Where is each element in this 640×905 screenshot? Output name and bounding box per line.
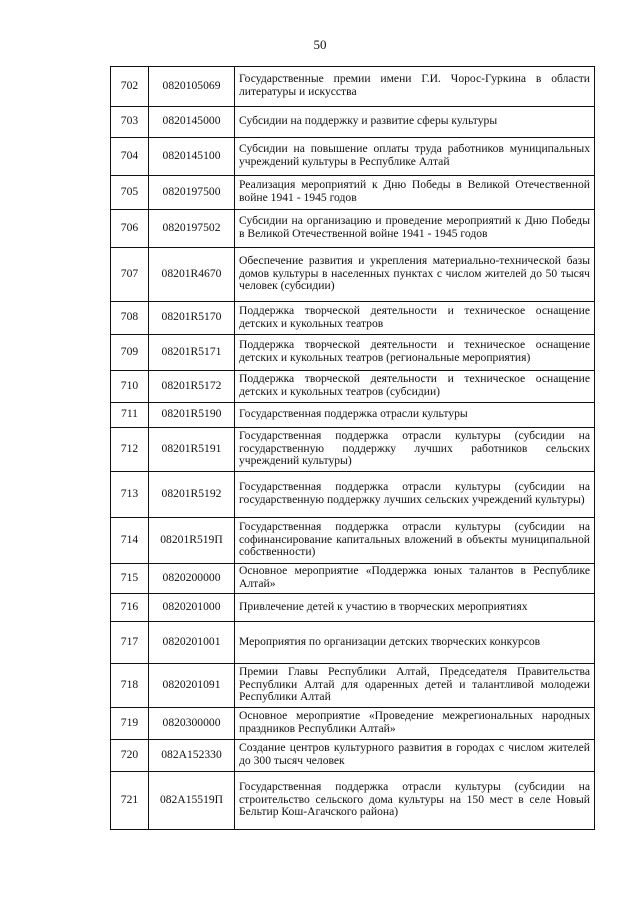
- page-number: 50: [313, 37, 327, 52]
- row-description: Привлечение детей к участию в творческих мероприятиях: [235, 594, 595, 622]
- table-row: [111, 428, 595, 472]
- row-number: 711: [111, 403, 149, 428]
- row-description: Поддержка творческой деятельности и техническое оснащение детских и кукольных театров (региональные мероприятия): [235, 335, 595, 371]
- row-description: Мероприятия по организации детских творческих конкурсов: [235, 622, 595, 664]
- table-row: [111, 472, 595, 518]
- table-row: [111, 772, 595, 830]
- row-description: Премии Главы Республики Алтай, Председателя Правительства Республики Алтай для одаренных детей и талантливой молодежи Республики Алтай: [235, 664, 595, 708]
- row-description: Основное мероприятие «Проведение межрегиональных народных праздников Республики Алтай»: [235, 708, 595, 740]
- row-number: 715: [111, 564, 149, 594]
- row-code: 08201R5190: [149, 403, 235, 428]
- row-code: 0820200000: [149, 564, 235, 594]
- table-row: [111, 302, 595, 335]
- row-description: Государственная поддержка отрасли культуры (субсидии на софинансирование капитальных вложений в объекты муниципальной собственности): [235, 518, 595, 564]
- row-description: Государственная поддержка отрасли культуры (субсидии на государственную поддержку лучших сельских учреждений культуры): [235, 472, 595, 518]
- row-code: 08201R519П: [149, 518, 235, 564]
- row-code: 0820145000: [149, 107, 235, 138]
- row-description: Государственные премии имени Г.И. Чорос-Гуркина в области литературы и искусства: [235, 67, 595, 107]
- row-number: 704: [111, 138, 149, 176]
- row-description: Субсидии на поддержку и развитие сферы культуры: [235, 107, 595, 138]
- row-number: 702: [111, 67, 149, 107]
- table-row: [111, 67, 595, 107]
- row-code: 082A15519П: [149, 772, 235, 830]
- row-number: 719: [111, 708, 149, 740]
- row-number: 703: [111, 107, 149, 138]
- row-code: 0820201091: [149, 664, 235, 708]
- row-code: 0820145100: [149, 138, 235, 176]
- row-number: 706: [111, 210, 149, 248]
- row-number: 705: [111, 176, 149, 210]
- row-description: Поддержка творческой деятельности и техническое оснащение детских и кукольных театров (субсидии): [235, 371, 595, 403]
- row-description: Государственная поддержка отрасли культуры: [235, 403, 595, 428]
- table-row: [111, 622, 595, 664]
- row-number: 714: [111, 518, 149, 564]
- row-description: Государственная поддержка отрасли культуры (субсидии на строительство сельского дома культуры на 150 мест в селе Новый Бельтир Кош-Агачского района): [235, 772, 595, 830]
- row-number: 708: [111, 302, 149, 335]
- row-number: 712: [111, 428, 149, 472]
- row-number: 707: [111, 248, 149, 302]
- row-code: 0820197500: [149, 176, 235, 210]
- row-code: 0820300000: [149, 708, 235, 740]
- row-description: Субсидии на организацию и проведение мероприятий к Дню Победы в Великой Отечественной войне 1941 - 1945 годов: [235, 210, 595, 248]
- row-code: 082A152330: [149, 740, 235, 772]
- table-row: [111, 138, 595, 176]
- row-code: 0820105069: [149, 67, 235, 107]
- row-description: Основное мероприятие «Поддержка юных талантов в Республике Алтай»: [235, 564, 595, 594]
- row-description: Государственная поддержка отрасли культуры (субсидии на государственную поддержку лучших работников сельских учреждений культуры): [235, 428, 595, 472]
- row-description: Поддержка творческой деятельности и техническое оснащение детских и кукольных театров: [235, 302, 595, 335]
- table-row: [111, 740, 595, 772]
- table-row: [111, 708, 595, 740]
- row-code: 08201R5170: [149, 302, 235, 335]
- table-row: [111, 371, 595, 403]
- row-number: 720: [111, 740, 149, 772]
- table-row: [111, 335, 595, 371]
- row-number: 713: [111, 472, 149, 518]
- row-description: Реализация мероприятий к Дню Победы в Великой Отечественной войне 1941 - 1945 годов: [235, 176, 595, 210]
- table-row: [111, 664, 595, 708]
- row-number: 716: [111, 594, 149, 622]
- table-row: [111, 403, 595, 428]
- row-code: 08201R5171: [149, 335, 235, 371]
- row-description: Создание центров культурного развития в городах с числом жителей до 300 тысяч человек: [235, 740, 595, 772]
- row-number: 718: [111, 664, 149, 708]
- table-row: [111, 176, 595, 210]
- row-description: Обеспечение развития и укрепления материально-технической базы домов культуры в населенных пунктах с числом жителей до 50 тысяч человек (субсидии): [235, 248, 595, 302]
- row-number: 721: [111, 772, 149, 830]
- table-body: [111, 67, 595, 830]
- table-row: [111, 518, 595, 564]
- row-code: 0820197502: [149, 210, 235, 248]
- row-description: Субсидии на повышение оплаты труда работников муниципальных учреждений культуры в Республике Алтай: [235, 138, 595, 176]
- row-number: 709: [111, 335, 149, 371]
- table-row: [111, 248, 595, 302]
- table-row: [111, 594, 595, 622]
- row-number: 717: [111, 622, 149, 664]
- table-row: [111, 107, 595, 138]
- row-code: 0820201000: [149, 594, 235, 622]
- table-row: [111, 210, 595, 248]
- row-number: 710: [111, 371, 149, 403]
- row-code: 08201R5191: [149, 428, 235, 472]
- budget-codes-table: [110, 66, 595, 830]
- row-code: 0820201001: [149, 622, 235, 664]
- row-code: 08201R4670: [149, 248, 235, 302]
- row-code: 08201R5172: [149, 371, 235, 403]
- row-code: 08201R5192: [149, 472, 235, 518]
- table-row: [111, 564, 595, 594]
